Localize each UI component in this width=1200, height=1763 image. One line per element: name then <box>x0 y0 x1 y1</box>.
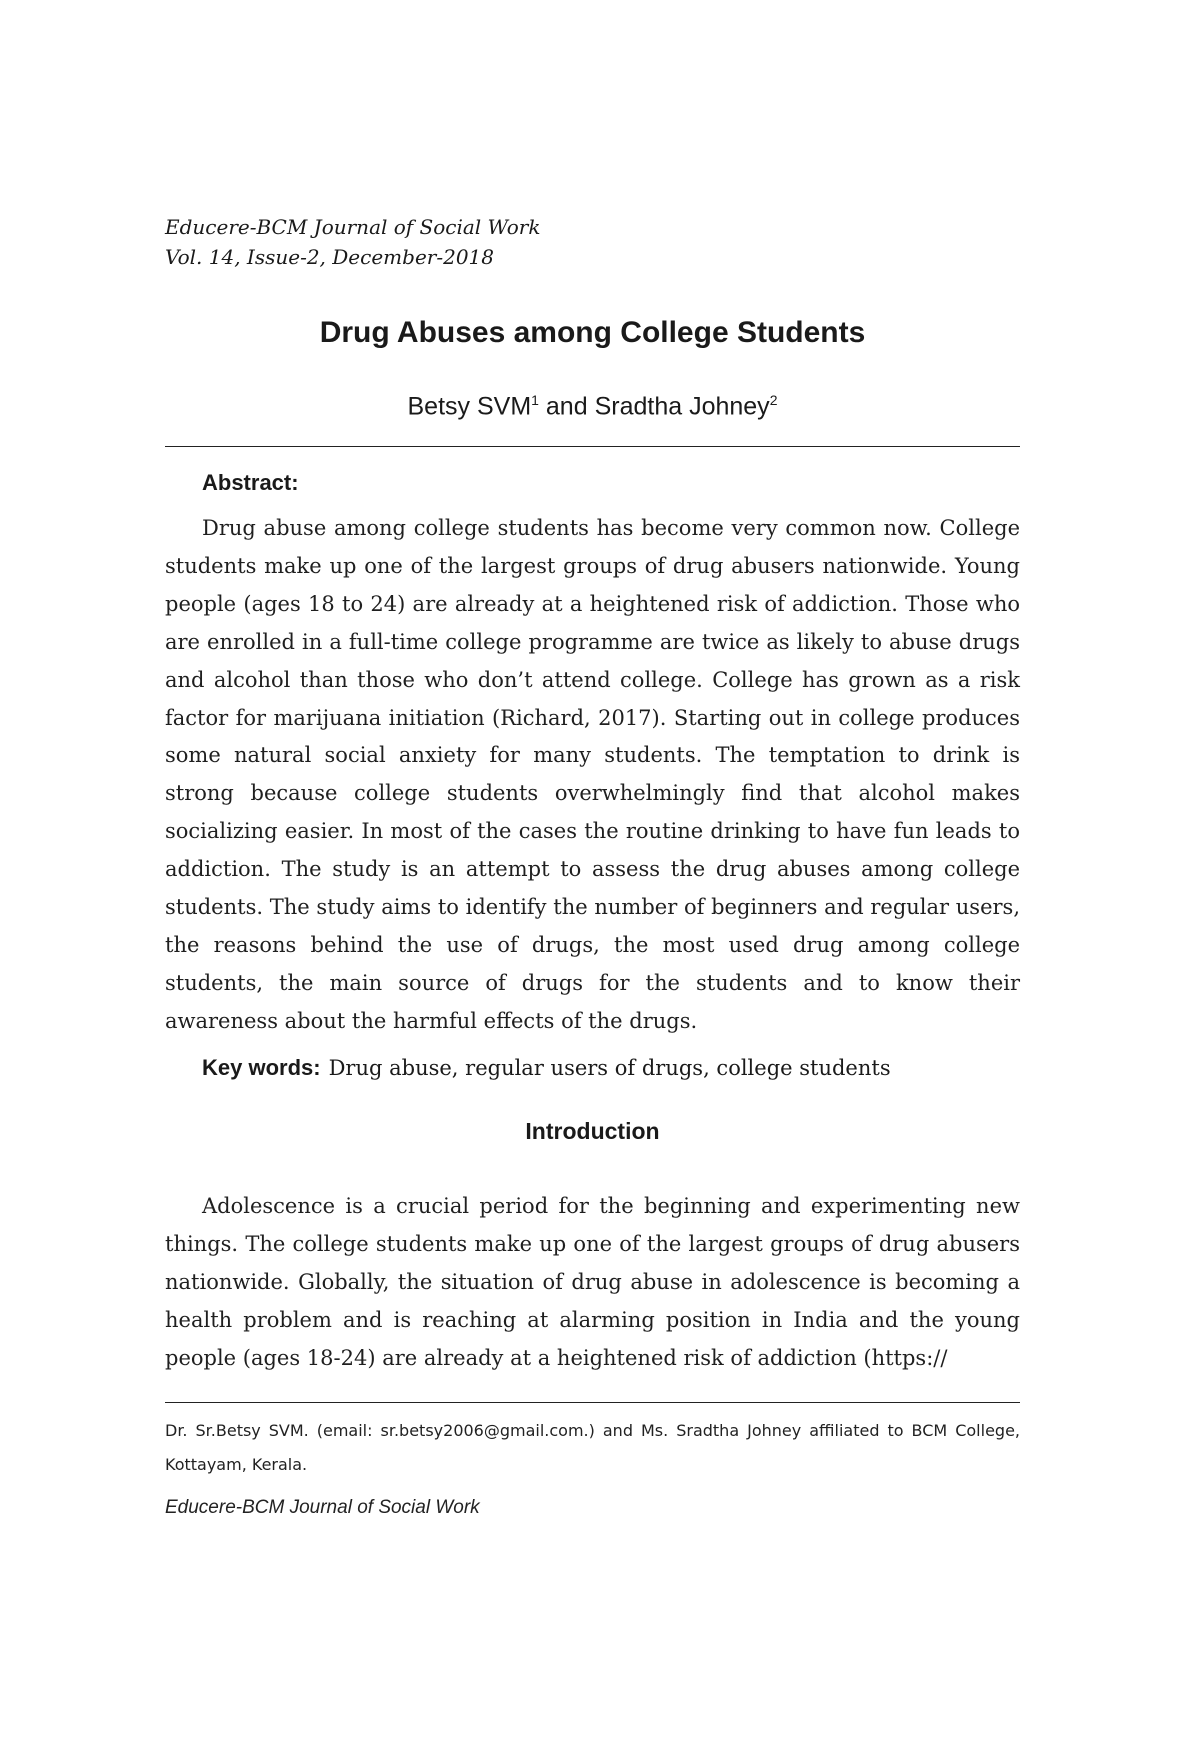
abstract-text: Drug abuse among college students has become very common now. College students make up one of the largest groups of drug abusers nationwide. Young people (ages 18 to 24) are already at a heightened risk of addiction. Those who are enrolled in a full-time college programme are twice as likely to abuse drugs and alcohol than those who don’t attend college. College has grown as a risk factor for marijuana initiation (Richard, 2017). Starting out in college produces some natural social anxiety for many students. The temptation to drink is strong because college students overwhelmingly find that alcohol makes socializing easier. In most of the cases the routine drinking to have fun leads to addiction. The study is an attempt to assess the drug abuses among college students. The study aims to identify the number of beginners and regular users, the reasons behind the use of drugs, the most used drug among college students, the main source of drugs for the students and to know their awareness about the harmful effects of the drugs. <box>165 516 1020 1033</box>
author-1: Betsy SVM <box>407 392 532 421</box>
footnote-divider <box>165 1402 1020 1403</box>
author-line <box>165 392 1020 421</box>
keywords-text: Drug abuse, regular users of drugs, college students <box>328 1056 891 1080</box>
keywords-label: Key words: <box>202 1055 321 1080</box>
journal-header <box>165 212 540 272</box>
journal-name: Educere-BCM Journal of Social Work <box>165 215 541 239</box>
abstract-heading: Abstract: <box>202 470 299 495</box>
author-1-footnote-mark: 1 <box>531 392 539 408</box>
author-2-footnote-mark: 2 <box>769 392 778 408</box>
author-joiner: and <box>538 392 595 421</box>
keywords-line <box>202 1055 891 1081</box>
journal-issue: Vol. 14, Issue-2, December-2018 <box>165 245 494 269</box>
page-footer-journal: Educere-BCM Journal of Social Work <box>165 1497 480 1518</box>
header-divider <box>165 446 1020 447</box>
paper-title: Drug Abuses among College Students <box>319 316 866 349</box>
introduction-heading: Introduction <box>525 1118 660 1144</box>
introduction-text: Adolescence is a crucial period for the beginning and experimenting new things. The college students make up one of the largest groups of drug abusers nationwide. Globally, the situation of drug abuse in adolescence is becoming a health problem and is reaching at alarming position in India and the young people (ages 18-24) are already at a heightened risk of addiction (https:// <box>165 1194 1020 1370</box>
author-2: Sradtha Johney <box>594 392 770 421</box>
author-footnote: Dr. Sr.Betsy SVM. (email: sr.betsy2006@gmail.com.) and Ms. Sradtha Johney affiliated to BCM College, Kottayam, Kerala. <box>165 1421 1020 1474</box>
